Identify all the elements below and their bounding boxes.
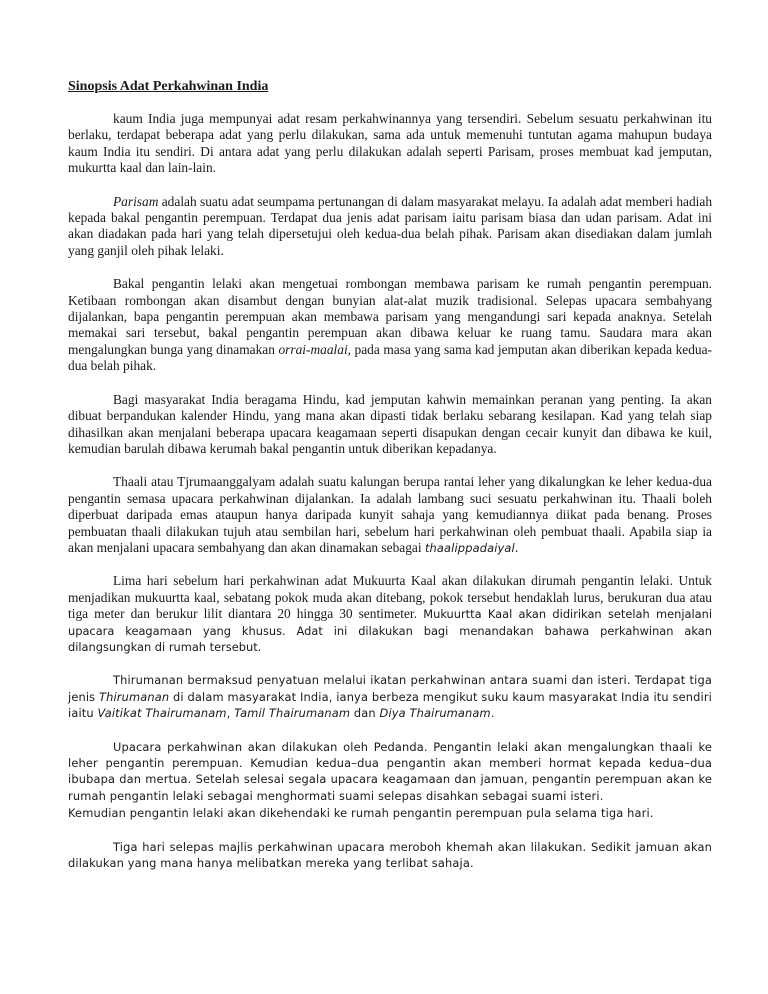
italic-term: Diya Thairumanam [379, 706, 491, 721]
document-page [68, 78, 712, 888]
paragraph-text: kaum India juga mempunyai adat resam perkahwinannya yang tersendiri. Sebelum sesuatu perkahwinan itu berlaku, terdapat beberapa adat yang perlu dilakukan, sama ada untuk memenuhi tuntutan agama mahupun budaya kaum India itu sendiri. Di antara adat yang perlu dilakukan adalah seperti Parisam, proses membuat kad jemputan, mukurtta kaal dan lain-lain. [68, 111, 712, 176]
paragraph-text: , [226, 706, 235, 721]
paragraph-mukuurta-kaal [68, 573, 712, 655]
paragraph-text: Lima hari sebelum hari perkahwinan adat Mukuurta Kaal akan dilakukan dirumah pengantin lelaki. Untuk menjadikan mukuurtta kaal, sebatang pokok muda akan ditebang, pokok tersebut hendaklah lurus, berukuran dua atau tiga meter dan berukur lilit diantara 20 hingga 30 sentimeter. [68, 573, 712, 622]
paragraph-thirumanan [68, 672, 712, 721]
paragraph-rombongan [68, 276, 712, 374]
paragraph-thaali [68, 474, 712, 556]
paragraph-upacara [68, 739, 712, 805]
paragraph-text: . [490, 706, 495, 721]
paragraph-text: Mukuurtta Kaal akan didirikan setelah menjalani upacara keagamaan yang khusus. Adat ini dilakukan bagi menandakan bahawa perkahwinan akan dilangsungkan di rumah tersebut. [68, 607, 713, 654]
paragraph-text: Kemudian pengantin lelaki akan dikehendaki ke rumah pengantin perempuan pula selama tiga hari. [68, 806, 654, 821]
italic-term: Thirumanan [99, 689, 170, 704]
paragraph-text: di dalam masyarakat India, ianya berbeza mengikut suku kaum masyarakat India itu sendiri iaitu [68, 689, 712, 721]
paragraph-text: Tiga hari selepas majlis perkahwinan upacara meroboh khemah akan lilakukan. Sedikit jamuan akan dilakukan yang mana hanya melibatkan mereka yang terlibat sahaja. [68, 839, 712, 871]
paragraph-text: Bagi masyarakat India beragama Hindu, kad jemputan kahwin memainkan peranan yang penting. Ia akan dibuat berpandukan kalender Hindu, yang mana akan dipasti tidak berlaku sebarang kesilapan. Kad yang telah siap dihasilkan akan menjalani beberapa upacara keagamaan seperti disapukan dengan cecair kunyit dan dibawa ke kuil, kemudian barulah dibawa kerumah bakal pengantin untuk diberikan kepadanya. [68, 391, 712, 456]
paragraph-parisam [68, 194, 712, 260]
paragraph-text: Bakal pengantin lelaki akan mengetuai rombongan membawa parisam ke rumah pengantin perempuan. Ketibaan rombongan akan disambut dengan bunyian alat-alat muzik tradisional. Selepas upacara sembahyang dijalankan, bapa pengantin perempuan akan membawa parisam yang mengandungi sari kepada anaknya. Setelah memakai sari tersebut, bakal pengantin perempuan akan dibawa keluar ke ruang tamu. Saudara mara akan mengalungkan bunga yang dinamakan [68, 276, 712, 357]
paragraph-meroboh-khemah [68, 839, 712, 872]
italic-term: Parisam [113, 193, 159, 209]
document-title: Sinopsis Adat Perkahwinan India [68, 79, 269, 94]
italic-term: orrai-maalai, [278, 341, 352, 357]
paragraph-text: adalah suatu adat seumpama pertunangan di dalam masyarakat melayu. Ia adalah adat memberi hadiah kepada bakal pengantin perempuan. Terdapat dua jenis adat parisam iaitu parisam biasa dan udan parisam. Adat ini akan diadakan pada hari yang telah dipersetujui oleh kedua-dua belah pihak. Parisam akan disediakan dalam jumlah yang ganjil oleh pihak lelaki. [68, 193, 713, 258]
paragraph-kad-jemputan [68, 392, 712, 458]
paragraph-text: Thaali atau Tjrumaanggalyam adalah suatu kalungan berupa rantai leher yang dikalungkan ke leher kedua-dua pengantin semasa upacara perkahwinan dijalankan. Ia adalah lambang suci sesuatu perkahwinan itu. Thaali boleh diperbuat daripada emas ataupun hanya daripada kunyit sahaja yang kemudiannya diikat pada benang. Proses pembuatan thaali dilakukan tujuh atau sembilan hari, sebelum hari perkahwinan oleh pembuat thaali. Apabila siap ia akan menjalani upacara sembahyang dan akan dinamakan sebagai [68, 474, 712, 555]
paragraph-upacara-continued [68, 805, 712, 821]
paragraph-text: Upacara perkahwinan akan dilakukan oleh Pedanda. Pengantin lelaki akan mengalungkan thaali ke leher pengantin perempuan. Kemudian kedua–dua pengantin akan memberi hormat kepada kedua–dua ibubapa dan mertua. Setelah selesai segala upacara keagamaan dan jamuan, pengantin perempuan akan ke rumah pengantin lelaki sebagai menghormati suami selepas disahkan sebagai suami isteri. [68, 739, 712, 803]
italic-term: Tamil Thairumanam [234, 706, 351, 721]
paragraph-text: Thirumanan bermaksud penyatuan melalui ikatan perkahwinan antara suami dan isteri. Terdapat tiga jenis [68, 673, 712, 704]
paragraph-text: . [514, 539, 519, 555]
paragraph-intro [68, 111, 712, 177]
italic-term: thaalippadaiyal [424, 540, 515, 555]
paragraph-text: dan [350, 706, 380, 721]
paragraph-text: pada masa yang sama kad jemputan akan diberikan kepada kedua-dua belah pihak. [68, 341, 713, 374]
italic-term: Vaitikat Thairumanam [97, 706, 227, 721]
